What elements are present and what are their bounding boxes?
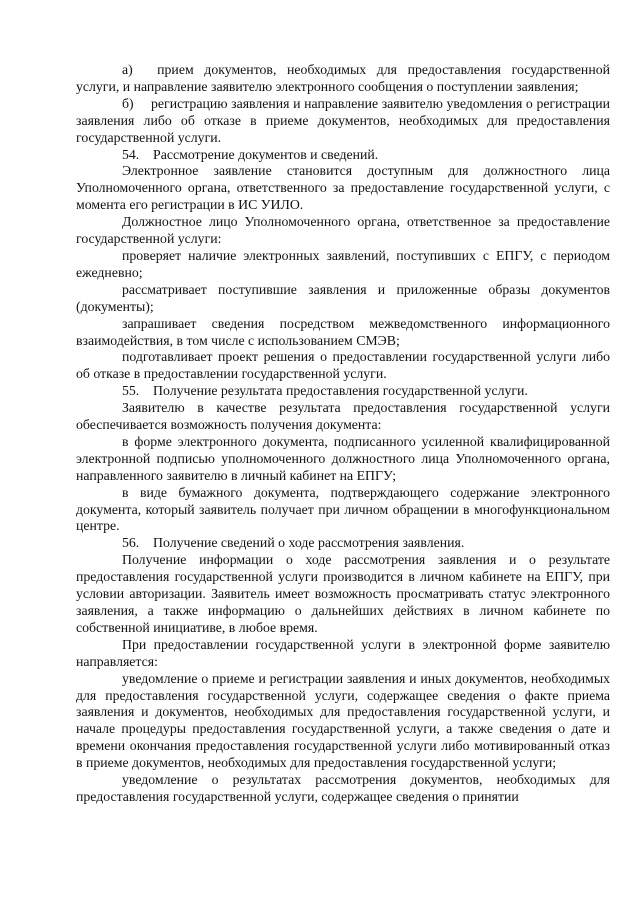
list-item: проверяет наличие электронных заявлений, поступивших с ЕПГУ, с периодом ежедневно; (76, 247, 610, 280)
list-item: в виде бумажного документа, подтверждающего содержание электронного документа, который заявитель получает при личном обращении в многофункциональном центре. (76, 484, 610, 534)
list-item: уведомление о результатах рассмотрения документов, необходимых для предоставления государственной услуги, содержащее сведения о принятии (76, 772, 610, 804)
list-item: уведомление о приеме и регистрации заявления и иных документов, необходимых для предоставления государственной услуги, содержащее сведения о факте приема заявления и документов, необходимых для предоставления государственной услуги, и начале процедуры предоставления государственной услуги, а также сведения о дате и времени окончания предоставления государственной услуги либо мотивированный отказ в приеме документов, необходимых для предоставления государственной услуги; (76, 670, 610, 771)
paragraph-item-a: а) прием документов, необходимых для предоставления государственной услуги, и направление заявителю электронного сообщения о поступлении заявления; (76, 62, 610, 94)
section-54-heading: 54. Рассмотрение документов и сведений. (122, 146, 379, 162)
paragraph: При предоставлении государственной услуги в электронной форме заявителю направляется: (76, 636, 610, 669)
section-55-heading: 55. Получение результата предоставления государственной услуги. (122, 383, 528, 399)
list-item: подготавливает проект решения о предоставлении государственной услуги либо об отказе в предоставлении государственной услуги. (76, 349, 610, 382)
paragraph: Заявителю в качестве результата предоставления государственной услуги обеспечивается возможность получения документа: (76, 400, 610, 433)
list-item: запрашивает сведения посредством межведомственного информационного взаимодействия, в том числе с использованием СМЭВ; (76, 315, 610, 348)
paragraph: Должностное лицо Уполномоченного органа, ответственное за предоставление государственной услуги: (76, 214, 610, 247)
list-item: рассматривает поступившие заявления и приложенные образы документов (документы); (76, 281, 610, 314)
document-body (76, 62, 610, 806)
paragraph: Электронное заявление становится доступным для должностного лица Уполномоченного органа, ответственного за предоставление государственной услуги, с момента его регистрации в ИС УИЛО. (76, 163, 610, 213)
paragraph-item-b: б) регистрацию заявления и направление заявителю уведомления о регистрации заявления либо об отказе в приеме документов, необходимых для предоставления государственной услуги. (76, 95, 610, 145)
section-56-heading: 56. Получение сведений о ходе рассмотрения заявления. (122, 535, 465, 551)
paragraph: Получение информации о ходе рассмотрения заявления и о результате предоставления государственной услуги производится в личном кабинете на ЕПГУ, при условии авторизации. Заявитель имеет возможность просматривать статус электронного заявления, а также информацию о дальнейших действиях в личном кабинете по собственной инициативе, в любое время. (76, 552, 610, 635)
list-item: в форме электронного документа, подписанного усиленной квалифицированной электронной подписью уполномоченного должностного лица Уполномоченного органа, направленного заявителю в личный кабинет на ЕПГУ; (76, 433, 610, 483)
